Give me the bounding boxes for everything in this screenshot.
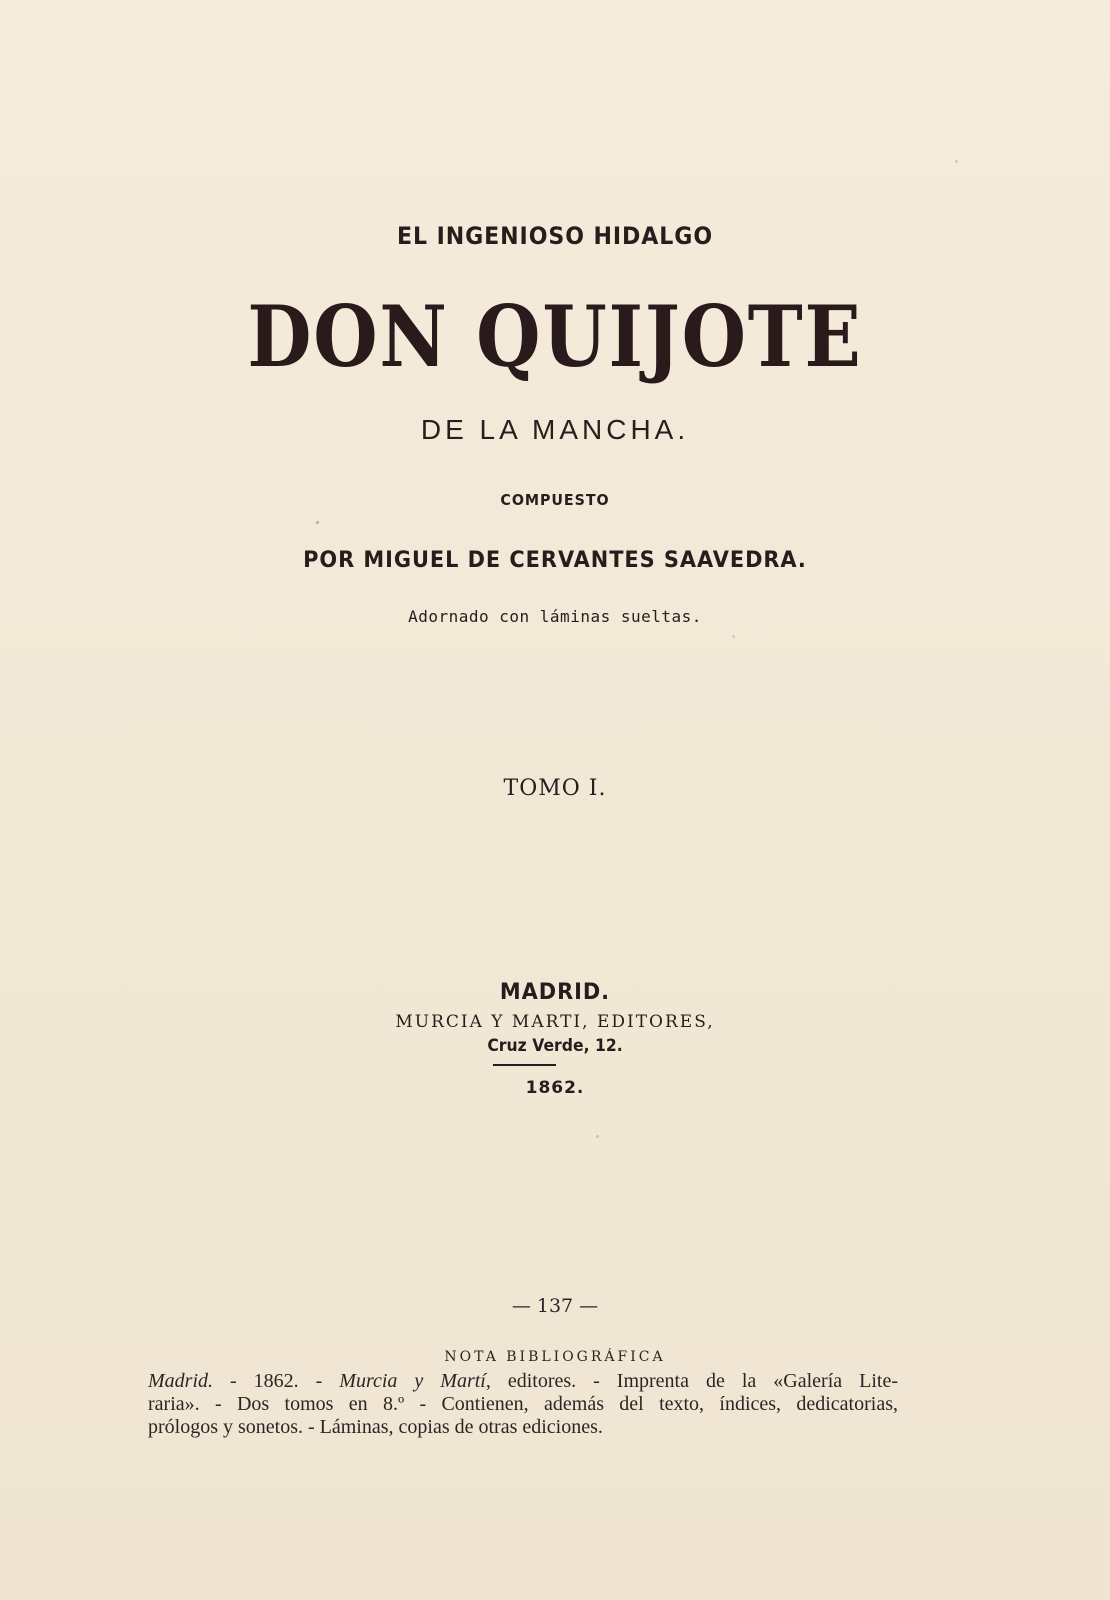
note-place: Madrid.: [148, 1370, 213, 1392]
imprint-publisher: MURCIA Y MARTI, EDITORES,: [395, 1012, 715, 1032]
note-line-1-rest: editores. - Imprenta de la «Galería Lite-: [490, 1370, 898, 1392]
main-title: DON QUIJOTE: [247, 287, 863, 386]
paper-speck: [316, 521, 319, 524]
note-line-2: raria». - Dos tomos en 8.º - Contienen, además del texto, índices, dedicatorias,: [148, 1393, 898, 1415]
volume-label: TOMO I.: [503, 776, 607, 801]
note-line-1: [148, 1370, 898, 1393]
adorned-line: Adornado con láminas sueltas.: [408, 607, 702, 626]
imprint-rule: [493, 1064, 556, 1066]
subtitle: EL INGENIOSO HIDALGO: [396, 222, 714, 250]
note-publisher: Murcia y Martí,: [339, 1370, 491, 1392]
page-number: — 137 —: [511, 1295, 599, 1317]
note-heading: NOTA BIBLIOGRÁFICA: [444, 1349, 666, 1365]
composed-label: COMPUESTO: [500, 491, 610, 509]
note-line-3: prólogos y sonetos. - Láminas, copias de otras ediciones.: [148, 1416, 603, 1438]
imprint-address: Cruz Verde, 12.: [487, 1036, 623, 1056]
imprint-city: MADRID.: [499, 980, 611, 1005]
region-title: DE LA MANCHA.: [420, 414, 690, 445]
author-line: POR MIGUEL DE CERVANTES SAAVEDRA.: [303, 548, 807, 573]
imprint-year: 1862.: [525, 1078, 585, 1098]
paper-speck: [596, 1135, 599, 1138]
note-year: - 1862. -: [213, 1370, 340, 1392]
paper-speck: [955, 160, 958, 163]
paper-speck: [732, 635, 735, 638]
bibliographic-note: [148, 1370, 898, 1439]
